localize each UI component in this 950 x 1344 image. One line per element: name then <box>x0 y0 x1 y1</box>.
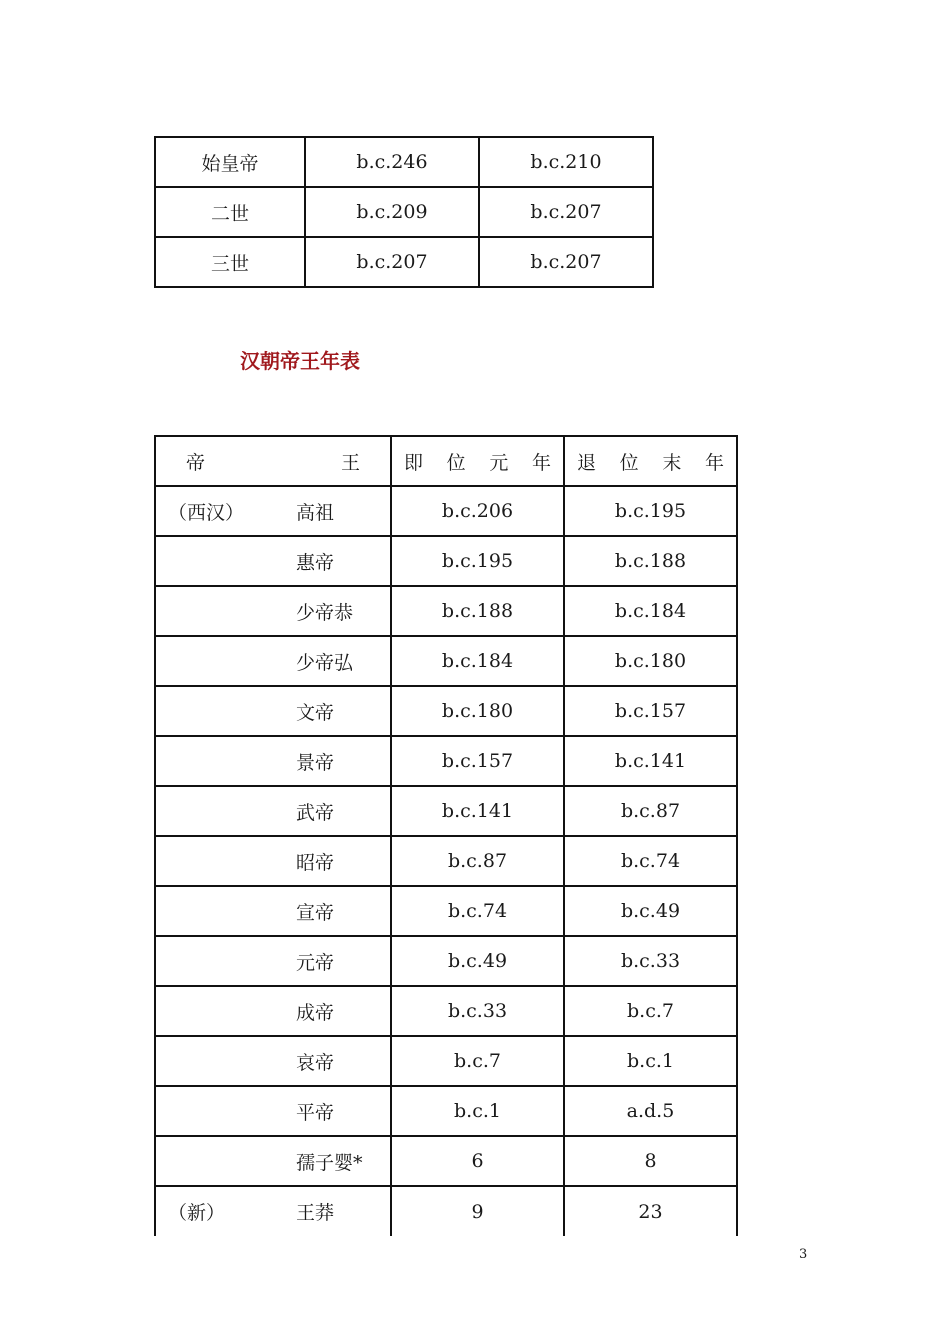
table-row <box>155 1086 737 1136</box>
start-year-cell: b.c.184 <box>391 636 564 686</box>
table-row <box>155 736 737 786</box>
end-year-cell: b.c.207 <box>479 237 653 287</box>
han-table-title: 汉朝帝王年表 <box>240 349 360 373</box>
table-row <box>155 1136 737 1186</box>
table-row <box>155 986 737 1036</box>
emperor-cell <box>155 486 391 536</box>
start-year-cell: b.c.206 <box>391 486 564 536</box>
start-year-cell: b.c.87 <box>391 836 564 886</box>
emperor-name-cell: 二世 <box>155 187 305 237</box>
end-year-cell: 23 <box>564 1186 737 1236</box>
qin-emperors-table <box>154 136 654 288</box>
table-row <box>155 586 737 636</box>
end-year-cell: b.c.33 <box>564 936 737 986</box>
start-year-cell: b.c.188 <box>391 586 564 636</box>
start-year-cell: b.c.74 <box>391 886 564 936</box>
table-row <box>155 636 737 686</box>
dynasty-label: （新） <box>168 1202 226 1224</box>
emperor-name: 哀帝 <box>296 1051 335 1074</box>
end-year-cell: b.c.7 <box>564 986 737 1036</box>
table-row <box>155 137 653 187</box>
emperor-name: 少帝弘 <box>296 651 354 674</box>
header-emperor-right: 王 <box>340 451 360 474</box>
emperor-name: 景帝 <box>296 751 335 774</box>
end-year-cell: b.c.141 <box>564 736 737 786</box>
start-year-cell: b.c.1 <box>391 1086 564 1136</box>
emperor-cell <box>155 936 391 986</box>
end-year-cell: b.c.180 <box>564 636 737 686</box>
table-header-row <box>155 436 737 486</box>
emperor-name: 昭帝 <box>296 851 335 874</box>
header-emperor <box>155 436 391 486</box>
end-year-cell: b.c.157 <box>564 686 737 736</box>
end-year-cell: b.c.195 <box>564 486 737 536</box>
emperor-name: 高祖 <box>296 501 335 524</box>
emperor-cell <box>155 836 391 886</box>
emperor-name: 平帝 <box>296 1101 335 1124</box>
table-row <box>155 1186 737 1236</box>
start-year-cell: b.c.7 <box>391 1036 564 1086</box>
start-year-cell: b.c.246 <box>305 137 479 187</box>
emperor-name-cell: 三世 <box>155 237 305 287</box>
end-year-cell: b.c.188 <box>564 536 737 586</box>
emperor-cell <box>155 1086 391 1136</box>
page-number: 3 <box>799 1247 808 1262</box>
end-year-cell: b.c.74 <box>564 836 737 886</box>
emperor-name: 王莽 <box>296 1202 335 1224</box>
emperor-name: 元帝 <box>296 951 335 974</box>
emperor-cell <box>155 986 391 1036</box>
start-year-cell: 9 <box>391 1186 564 1236</box>
start-year-cell: 6 <box>391 1136 564 1186</box>
start-year-cell: b.c.33 <box>391 986 564 1036</box>
emperor-name: 文帝 <box>296 701 335 724</box>
header-end-year: 退 位 末 年 <box>564 436 737 486</box>
table-row <box>155 1036 737 1086</box>
emperor-cell <box>155 1036 391 1086</box>
start-year-cell: b.c.195 <box>391 536 564 586</box>
end-year-cell: 8 <box>564 1136 737 1186</box>
emperor-name: 武帝 <box>296 801 335 824</box>
start-year-cell: b.c.209 <box>305 187 479 237</box>
end-year-cell: b.c.210 <box>479 137 653 187</box>
emperor-name: 少帝恭 <box>296 601 354 624</box>
table-row <box>155 836 737 886</box>
end-year-cell: b.c.1 <box>564 1036 737 1086</box>
end-year-cell: b.c.207 <box>479 187 653 237</box>
emperor-cell <box>155 736 391 786</box>
emperor-cell <box>155 1186 391 1236</box>
table-row <box>155 886 737 936</box>
header-start-year: 即 位 元 年 <box>391 436 564 486</box>
header-emperor-left: 帝 <box>186 451 206 474</box>
emperor-name-cell: 始皇帝 <box>155 137 305 187</box>
start-year-cell: b.c.180 <box>391 686 564 736</box>
table-row <box>155 187 653 237</box>
end-year-cell: b.c.87 <box>564 786 737 836</box>
emperor-cell <box>155 686 391 736</box>
emperor-cell <box>155 586 391 636</box>
emperor-cell <box>155 886 391 936</box>
han-emperors-table <box>154 435 738 1236</box>
end-year-cell: a.d.5 <box>564 1086 737 1136</box>
dynasty-label: （西汉） <box>168 501 245 524</box>
start-year-cell: b.c.49 <box>391 936 564 986</box>
emperor-cell <box>155 1136 391 1186</box>
start-year-cell: b.c.157 <box>391 736 564 786</box>
table-row <box>155 237 653 287</box>
table-row <box>155 536 737 586</box>
emperor-name: 孺子婴* <box>296 1151 363 1174</box>
start-year-cell: b.c.141 <box>391 786 564 836</box>
emperor-cell <box>155 786 391 836</box>
emperor-cell <box>155 636 391 686</box>
emperor-name: 惠帝 <box>296 551 335 574</box>
end-year-cell: b.c.184 <box>564 586 737 636</box>
table-row <box>155 686 737 736</box>
emperor-name: 宣帝 <box>296 901 335 924</box>
end-year-cell: b.c.49 <box>564 886 737 936</box>
table-row <box>155 486 737 536</box>
start-year-cell: b.c.207 <box>305 237 479 287</box>
emperor-cell <box>155 536 391 586</box>
table-row <box>155 786 737 836</box>
emperor-name: 成帝 <box>296 1001 335 1024</box>
table-row <box>155 936 737 986</box>
